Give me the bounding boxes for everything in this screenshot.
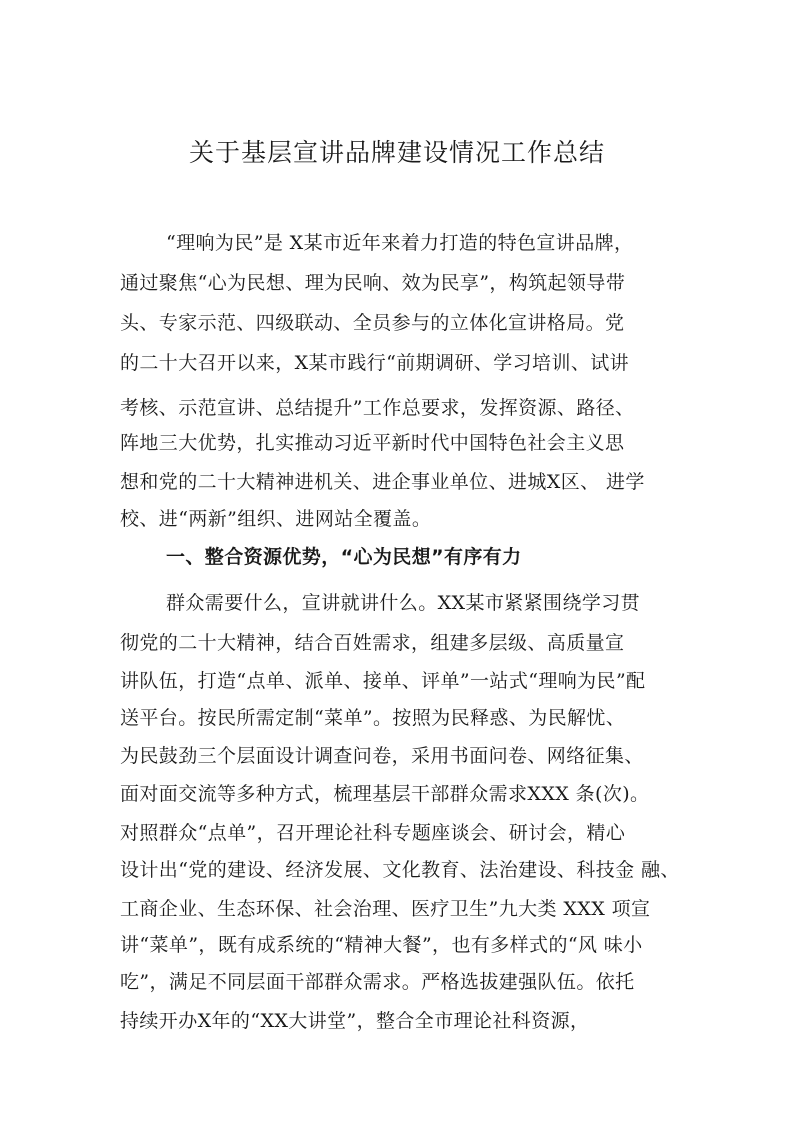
paragraph-line: 彻党的二十大精神，结合百姓需求，组建多层级、高质量宣 — [120, 632, 625, 654]
paragraph-line: 阵地三大优势，扎实推动习近平新时代中国特色社会主义思 — [120, 432, 625, 454]
paragraph-line: 面对面交流等多种方式，梳理基层干部群众需求XXX 条(次)。 — [120, 783, 650, 805]
paragraph-line: 吃”，满足不同层面干部群众需求。严格选拔建强队伍。依托 — [120, 971, 635, 993]
paragraph-line: 想和党的二十大精神进机关、进企事业单位、进城X区、 进学 — [120, 471, 645, 493]
paragraph-line: 对照群众“点单”，召开理论社科专题座谈会、研讨会，精心 — [120, 822, 626, 844]
paragraph-line: 校、进“两新”组织、进网站全覆盖。 — [120, 508, 432, 530]
paragraph-line: 的二十大召开以来，X某市践行“前期调研、学习培训、试讲 — [120, 352, 630, 374]
paragraph-line: 送平台。按民所需定制“菜单”。按照为民释惑、为民解忧、 — [120, 707, 626, 729]
paragraph-line: 持续开办X年的“XX大讲堂”，整合全市理论社科资源， — [120, 1010, 590, 1032]
paragraph-line: 讲“菜单”，既有成系统的“精神大餐”，也有多样式的“风 味小 — [120, 934, 643, 956]
paragraph-line: 工商企业、生态环保、社会治理、医疗卫生”九大类 XXX 项宣 — [120, 898, 651, 920]
section-heading: 一、整合资源优势，“心为民想”有序有力 — [166, 546, 522, 568]
document-title: 关于基层宣讲品牌建设情况工作总结 — [188, 138, 605, 167]
paragraph-line: 通过聚焦“心为民想、理为民响、效为民享”，构筑起领导带 — [120, 272, 626, 294]
paragraph-line: 设计出“党的建设、经济发展、文化教育、法治建设、科技金 融、 — [120, 859, 680, 881]
paragraph-line: 考核、示范宣讲、总结提升”工作总要求，发挥资源、路径、 — [120, 397, 635, 419]
paragraph-line: 头、专家示范、四级联动、全员参与的立体化宣讲格局。党 — [120, 312, 625, 334]
paragraph-line: 群众需要什么，宣讲就讲什么。XX某市紧紧围绕学习贯 — [166, 592, 641, 614]
paragraph-line: “理响为民”是 X某市近年来着力打造的特色宣讲品牌， — [166, 232, 634, 254]
paragraph-line: 讲队伍，打造“点单、派单、接单、评单”一站式“理响为民”配 — [120, 670, 646, 692]
paragraph-line: 为民鼓劲三个层面设计调查问卷，采用书面问卷、网络征集、 — [120, 745, 644, 767]
